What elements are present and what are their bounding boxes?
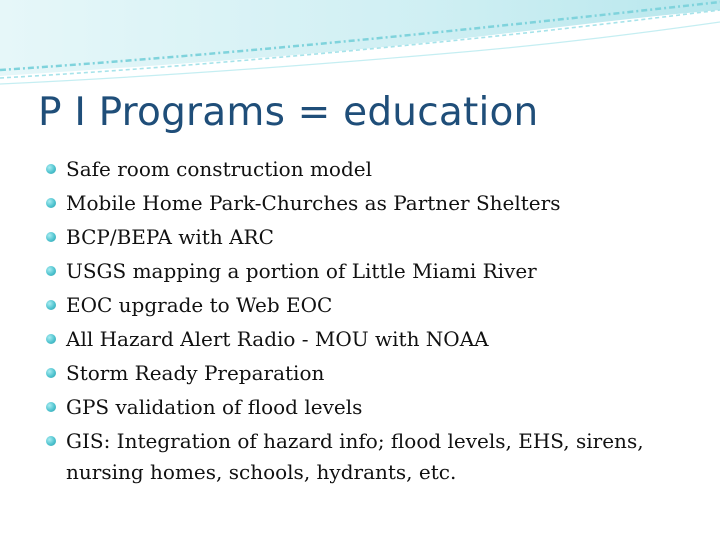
list-item	[46, 356, 696, 390]
bullet-icon	[46, 334, 56, 344]
bullet-text: GIS: Integration of hazard info; flood levels, EHS, sirens, nursing homes, schools, hydrants, etc.	[66, 429, 644, 484]
decorative-wave-header	[0, 0, 720, 90]
bullet-icon	[46, 266, 56, 276]
bullet-icon	[46, 402, 56, 412]
bullet-list	[46, 152, 696, 488]
bullet-text: Mobile Home Park-Churches as Partner Shelters	[66, 191, 561, 215]
list-item	[46, 322, 696, 356]
list-item	[46, 220, 696, 254]
bullet-icon	[46, 198, 56, 208]
list-item	[46, 186, 696, 220]
list-item	[46, 288, 696, 322]
bullet-icon	[46, 232, 56, 242]
bullet-icon	[46, 436, 56, 446]
bullet-text: BCP/BEPA with ARC	[66, 225, 274, 249]
list-item	[46, 152, 696, 186]
bullet-text: GPS validation of flood levels	[66, 395, 363, 419]
bullet-icon	[46, 164, 56, 174]
bullet-text: All Hazard Alert Radio - MOU with NOAA	[66, 327, 489, 351]
list-item	[46, 424, 696, 488]
slide-title: P I Programs = education	[38, 90, 539, 135]
bullet-icon	[46, 300, 56, 310]
bullet-icon	[46, 368, 56, 378]
list-item	[46, 254, 696, 288]
bullet-text: USGS mapping a portion of Little Miami River	[66, 259, 537, 283]
bullet-text: EOC upgrade to Web EOC	[66, 293, 333, 317]
bullet-text: Safe room construction model	[66, 157, 373, 181]
bullet-text: Storm Ready Preparation	[66, 361, 325, 385]
list-item	[46, 390, 696, 424]
